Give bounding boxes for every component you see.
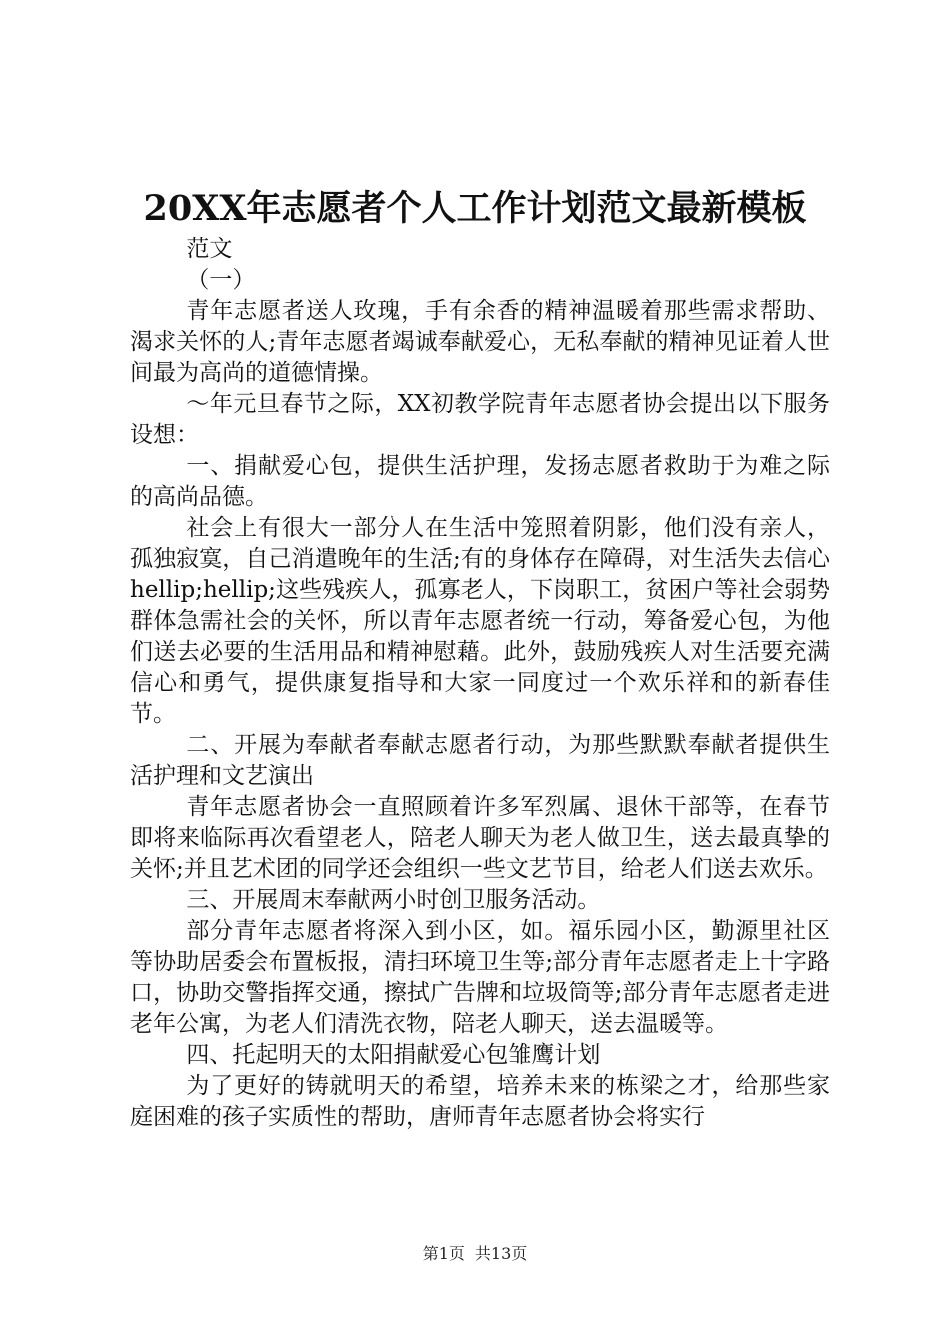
page-footer bbox=[0, 1243, 950, 1265]
paragraph-heading-one: 一、捐献爱心包，提供生活护理，发扬志愿者救助于为难之际的高尚品德。 bbox=[130, 453, 830, 510]
page-total: 共13页 bbox=[474, 1244, 528, 1263]
paragraph-fanwen: 范文 bbox=[186, 236, 233, 262]
document-title: 20XX年志愿者个人工作计划范文最新模板 bbox=[143, 188, 807, 229]
paragraph-social-care: 社会上有很大一部分人在生活中笼照着阴影，他们没有亲人，孤独寂寞，自己消遣晚年的生活;有的身体存在障碍，对生活失去信心hellip;hellip;这些残疾人，孤寡老人，下岗职工，贫困户等社会弱势群体急需社会的关怀，所以青年志愿者统一行动，筹备爱心包，为他们送去必要的生活用品和精神慰藉。此外，鼓励残疾人对生活要充满信心和勇气，提供康复指导和大家一同度过一个欢乐祥和的新春佳节。 bbox=[130, 515, 830, 727]
paragraph-intro: 青年志愿者送人玫瑰，手有余香的精神温暖着那些需求帮助、渴求关怀的人;青年志愿者竭诚奉献爱心，无私奉献的精神见证着人世间最为高尚的道德情操。 bbox=[130, 298, 830, 386]
paragraph-service-ideas: ～年元旦春节之际，XX初教学院青年志愿者协会提出以下服务设想： bbox=[130, 391, 830, 448]
paragraph-heading-two: 二、开展为奉献者奉献志愿者行动，为那些默默奉献者提供生活护理和文艺演出 bbox=[130, 732, 830, 789]
paragraph-heading-three: 三、开展周末奉献两小时创卫服务活动。 bbox=[186, 887, 601, 913]
paragraph-children-help: 为了更好的铸就明天的希望，培养未来的栋梁之才，给那些家庭困难的孩子实质性的帮助，唐师青年志愿者协会将实行 bbox=[130, 1073, 830, 1130]
paragraph-community-service: 部分青年志愿者将深入到小区，如。福乐园小区，勤源里社区等协助居委会布置板报，清扫环境卫生等;部分青年志愿者走上十字路口，协助交警指挥交通，擦拭广告牌和垃圾筒等;部分青年志愿者走进老年公寓，为老人们清洗衣物，陪老人聊天，送去温暖等。 bbox=[130, 918, 830, 1037]
paragraph-section-one: （一） bbox=[186, 267, 256, 293]
page-number: 第1页 bbox=[422, 1244, 465, 1263]
paragraph-heading-four: 四、托起明天的太阳捐献爱心包雏鹰计划 bbox=[186, 1042, 601, 1068]
document-body bbox=[130, 234, 830, 1133]
paragraph-elderly-visits: 青年志愿者协会一直照顾着许多军烈属、退休干部等，在春节即将来临际再次看望老人，陪老人聊天为老人做卫生，送去最真挚的关怀;并且艺术团的同学还会组织一些文艺节目，给老人们送去欢乐。 bbox=[130, 794, 830, 882]
